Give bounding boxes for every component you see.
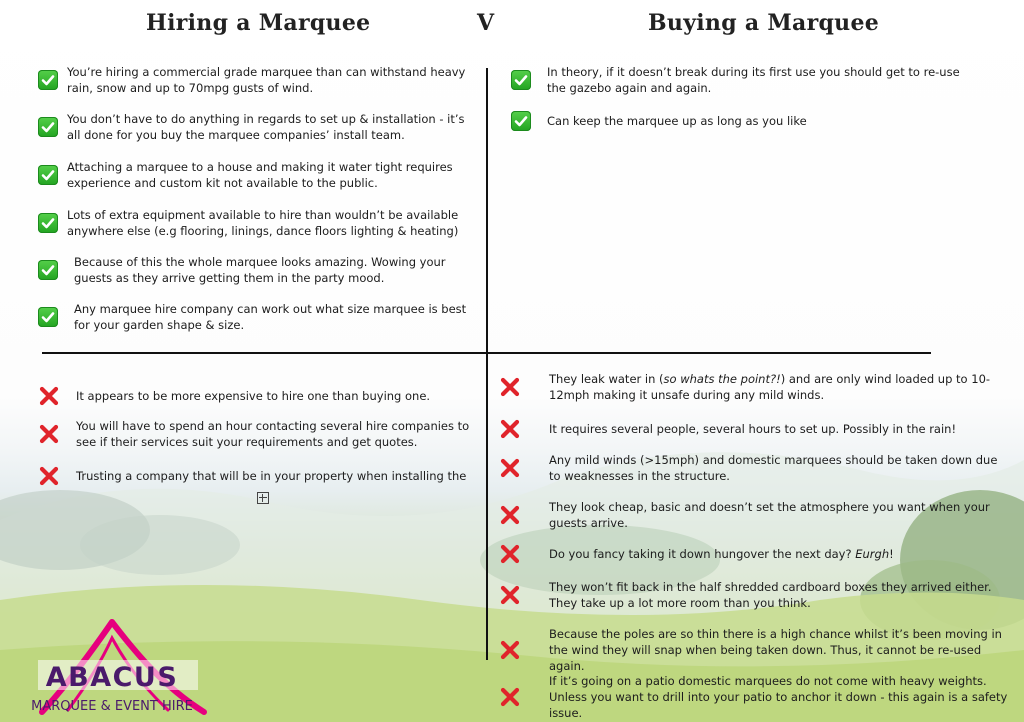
buying-title: Buying a Marquee [648, 10, 880, 36]
buy-con-item [499, 418, 1011, 440]
buy-pro-text: Can keep the marquee up as long as you like [547, 114, 807, 128]
check-icon [38, 213, 58, 233]
cross-icon [38, 423, 60, 445]
buy-con-text: Do you fancy taking it down hungover the next day? Eurgh! [549, 547, 894, 561]
hire-pro-text: You’re hiring a commercial grade marquee than can withstand heavy rain, snow and up to 70mpg gusts of wind. [67, 65, 466, 95]
hire-pro-text: You don’t have to do anything in regards to set up & installation - it’s all done for you buy the marquee companies’ install team. [67, 112, 465, 142]
cross-icon [499, 376, 521, 398]
versus-label: V [477, 10, 495, 36]
vertical-divider [486, 68, 488, 660]
hire-pro-item [38, 111, 478, 143]
hire-con-item [38, 418, 478, 450]
hire-con-text: You will have to spend an hour contacting several hire companies to see if their services suit your requirements and get quotes. [76, 419, 470, 449]
buy-con-item [499, 371, 1011, 403]
logo-name: ABACUS [45, 662, 179, 693]
plus-box-icon[interactable] [257, 492, 269, 504]
buy-con-item [499, 626, 1011, 674]
cross-icon [499, 639, 521, 661]
buy-con-text: They leak water in (so whats the point?!) and are only wind loaded up to 10-12mph making it unsafe during any mild winds. [549, 372, 991, 402]
cross-icon [38, 385, 60, 407]
cross-icon [499, 686, 521, 708]
cross-icon [499, 584, 521, 606]
check-icon [38, 70, 58, 90]
check-icon [38, 307, 58, 327]
buy-con-text: Any mild winds (>15mph) and domestic marquees should be taken down due to weaknesses in the structure. [549, 453, 998, 483]
buy-con-text: Because the poles are so thin there is a high chance whilst it’s been moving in the wind they will snap when being taken down. Thus, it cannot be re-used again. [549, 627, 1002, 673]
buy-con-item [499, 452, 1011, 484]
hire-con-item [38, 385, 478, 407]
hiring-title: Hiring a Marquee [146, 10, 371, 36]
buy-pro-text: In theory, if it doesn’t break during its first use you should get to re-use the gazebo again and again. [547, 65, 960, 95]
buy-con-item [499, 499, 1011, 531]
buy-con-text: It requires several people, several hours to set up. Possibly in the rain! [549, 422, 957, 436]
hire-pro-item [38, 207, 478, 239]
check-icon [38, 165, 58, 185]
cross-icon [499, 418, 521, 440]
check-icon [511, 70, 531, 90]
buy-pro-item [511, 111, 961, 131]
check-icon [38, 117, 58, 137]
hire-pro-text: Any marquee hire company can work out what size marquee is best for your garden shape & size. [74, 302, 467, 332]
hire-pro-item [38, 301, 478, 333]
cross-icon [499, 457, 521, 479]
check-icon [511, 111, 531, 131]
logo-tagline: MARQUEE & EVENT HIRE [31, 699, 193, 714]
check-icon [38, 260, 58, 280]
hire-pro-item [38, 64, 478, 96]
horizontal-divider [42, 352, 931, 354]
hire-pro-item [38, 159, 478, 191]
buy-con-text: If it’s going on a patio domestic marquees do not come with heavy weights. Unless you want to drill into your patio to anchor it down - this again is a safety issue. [549, 674, 1008, 720]
buy-con-text: They look cheap, basic and doesn’t set the atmosphere you want when your guests arrive. [549, 500, 990, 530]
buy-con-item [499, 579, 1011, 611]
abacus-logo [28, 614, 228, 718]
buy-con-item [499, 673, 1011, 721]
buy-pro-item [511, 64, 961, 96]
buy-con-item [499, 543, 1011, 565]
cross-icon [499, 504, 521, 526]
hire-pro-item [38, 254, 478, 286]
hire-pro-text: Lots of extra equipment available to hire than wouldn’t be available anywhere else (e.g flooring, linings, dance floors lighting & heating) [67, 208, 459, 238]
hire-pro-text: Because of this the whole marquee looks amazing. Wowing your guests as they arrive getting them in the party mood. [74, 255, 446, 285]
hire-con-item [38, 465, 478, 487]
cross-icon [38, 465, 60, 487]
hire-con-text: Trusting a company that will be in your property when installing the [76, 469, 467, 483]
cross-icon [499, 543, 521, 565]
hire-con-text: It appears to be more expensive to hire one than buying one. [76, 389, 431, 403]
hire-pro-text: Attaching a marquee to a house and making it water tight requires experience and custom kit not available to the public. [67, 160, 453, 190]
buy-con-text: They won’t fit back in the half shredded cardboard boxes they arrived either. They take up a lot more room than you think. [549, 580, 992, 610]
